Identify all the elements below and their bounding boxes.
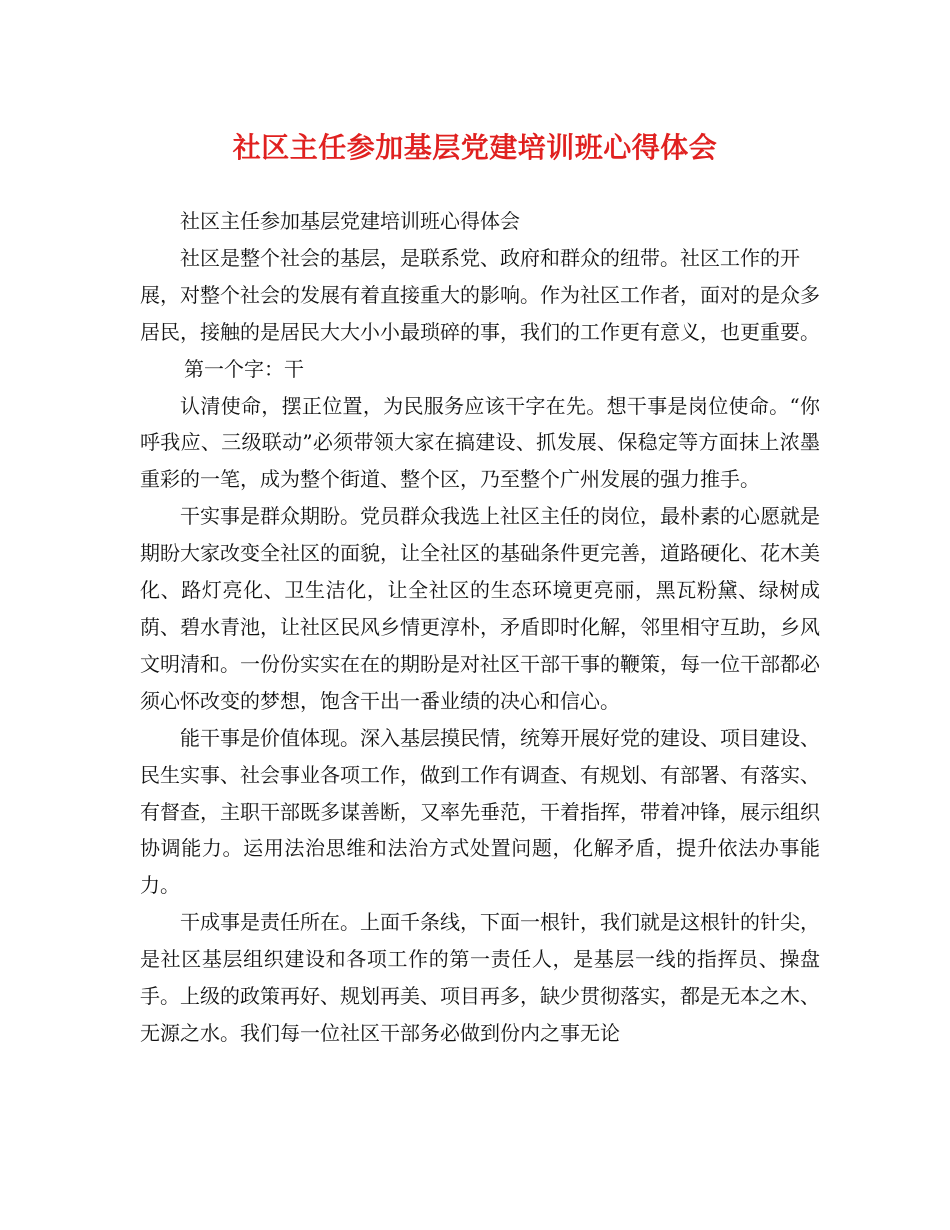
- document-body: [140, 203, 820, 1052]
- subtitle-paragraph: 社区主任参加基层党建培训班心得体会: [180, 209, 520, 233]
- body-paragraph: 干实事是群众期盼。党员群众我选上社区主任的岗位，最朴素的心愿就是期盼大家改变全社区的面貌，让全社区的基础条件更完善，道路硬化、花木美化、路灯亮化、卫生洁化，让全社区的生态环境更亮丽，黑瓦粉黛、绿树成荫、碧水青池，让社区民风乡情更淳朴，矛盾即时化解，邻里相守互助，乡风文明清和。一份份实实在在的期盼是对社区干部干事的鞭策，每一位干部都必须心怀改变的梦想，饱含干出一番业绩的决心和信心。: [140, 504, 820, 713]
- body-paragraph: 认清使命，摆正位置，为民服务应该干字在先。想干事是岗位使命。“你呼我应、三级联动”必须带领大家在搞建设、抓发展、保稳定等方面抹上浓墨重彩的一笔，成为整个街道、整个区，乃至整个广州发展的强力推手。: [140, 393, 820, 492]
- body-paragraph: 干成事是责任所在。上面千条线，下面一根针，我们就是这根针的针尖，是社区基层组织建设和各项工作的第一责任人，是基层一线的指挥员、操盘手。上级的政策再好、规划再美、项目再多，缺少贯彻落实，都是无本之木、无源之水。我们每一位社区干部务必做到份内之事无论: [140, 910, 820, 1045]
- document-title: 社区主任参加基层党建培训班心得体会: [232, 131, 718, 164]
- intro-text: 社区是整个社会的基层，是联系党、政府和群众的纽带。社区工作的开展，对整个社会的发展有着直接重大的影响。作为社区工作者，面对的是众多居民，接触的是居民大大小小最琐碎的事，我们的工作更有意义，也更重要。: [140, 245, 820, 344]
- intro-paragraph: [140, 240, 820, 388]
- section-heading: 第一个字：干: [184, 356, 304, 381]
- body-paragraph: 能干事是价值体现。深入基层摸民情，统筹开展好党的建设、项目建设、民生实事、社会事业各项工作，做到工作有调查、有规划、有部署、有落实、有督查，主职干部既多谋善断，又率先垂范，干着指挥，带着冲锋，展示组织协调能力。运用法治思维和法治方式处置问题，化解矛盾，提升依法办事能力。: [140, 725, 820, 898]
